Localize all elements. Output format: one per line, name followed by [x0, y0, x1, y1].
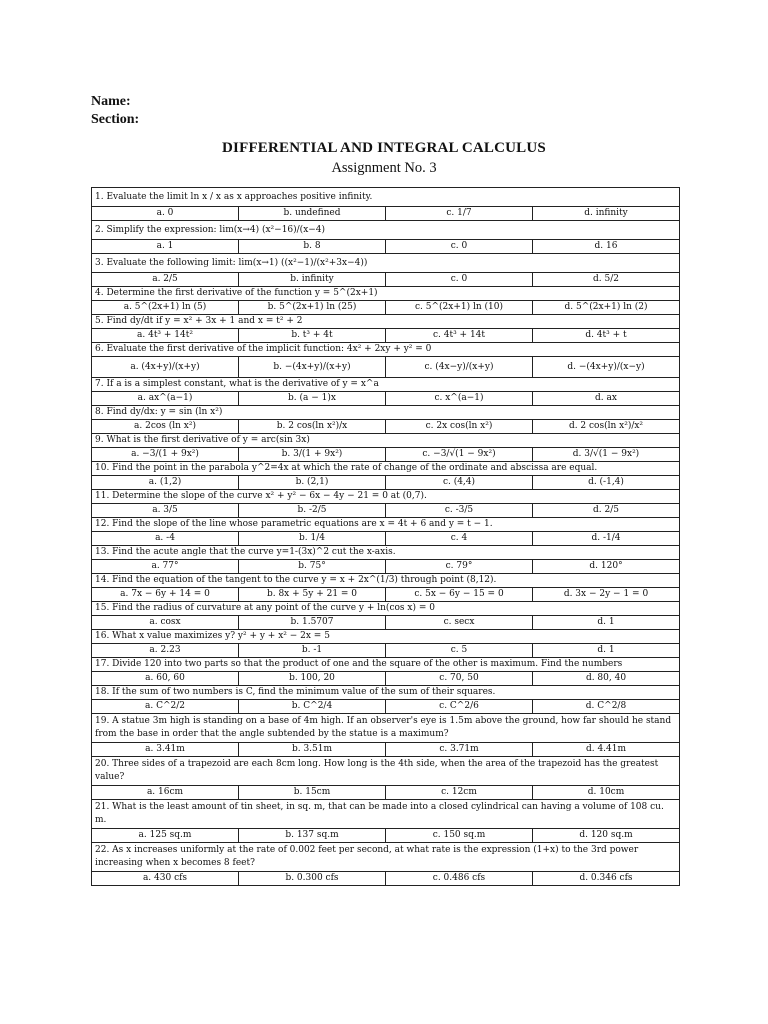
- choice-b: b. 0.300 cfs: [239, 872, 386, 886]
- question-text: 18. If the sum of two numbers is C, find the minimum value of the sum of their squares.: [92, 686, 680, 700]
- choice-b: b. 8x + 5y + 21 = 0: [239, 588, 386, 602]
- question-text: 21. What is the least amount of tin sheet, in sq. m, that can be made into a closed cylindrical can having a volume of 108 cu. m.: [92, 800, 680, 829]
- question-row: [92, 221, 680, 240]
- question-row: [92, 287, 680, 301]
- question-row: [92, 800, 680, 829]
- choice-b: b. 5^(2x+1) ln (25): [239, 301, 386, 315]
- choice-b: b. -1: [239, 644, 386, 658]
- question-row: [92, 343, 680, 357]
- choice-d: d. 3/√(1 − 9x²): [533, 448, 680, 462]
- choice-d: d. 4t³ + t: [533, 329, 680, 343]
- choice-d: d. infinity: [533, 207, 680, 221]
- choice-a: a. 1: [92, 240, 239, 254]
- choice-a: a. 2/5: [92, 273, 239, 287]
- choice-c: c. −3/√(1 − 9x²): [386, 448, 533, 462]
- question-row: [92, 254, 680, 273]
- choice-a: a. 3.41m: [92, 743, 239, 757]
- choice-d: d. 10cm: [533, 786, 680, 800]
- question-row: [92, 658, 680, 672]
- question-row: [92, 188, 680, 207]
- question-text: 13. Find the acute angle that the curve y=1-(3x)^2 cut the x-axis.: [92, 546, 680, 560]
- choice-a: a. 7x − 6y + 14 = 0: [92, 588, 239, 602]
- question-text: 15. Find the radius of curvature at any point of the curve y + ln(cos x) = 0: [92, 602, 680, 616]
- choice-a: a. 430 cfs: [92, 872, 239, 886]
- choices-row: [92, 560, 680, 574]
- choice-a: a. C^2/2: [92, 700, 239, 714]
- choices-row: [92, 786, 680, 800]
- choice-c: c. 0.486 cfs: [386, 872, 533, 886]
- choices-row: [92, 240, 680, 254]
- question-row: [92, 434, 680, 448]
- question-text: 14. Find the equation of the tangent to the curve y = x + 2x^(1/3) through point (8,12).: [92, 574, 680, 588]
- question-text: 10. Find the point in the parabola y^2=4x at which the rate of change of the ordinate and abscissa are equal.: [92, 462, 680, 476]
- choice-b: b. t³ + 4t: [239, 329, 386, 343]
- section-label: Section:: [91, 112, 140, 127]
- choices-row: [92, 207, 680, 221]
- question-text: 2. Simplify the expression: lim(x→4) (x²−16)/(x−4): [92, 221, 680, 240]
- choice-d: d. ax: [533, 392, 680, 406]
- choices-row: [92, 672, 680, 686]
- choice-d: d. 2 cos(ln x²)/x²: [533, 420, 680, 434]
- choice-c: c. 12cm: [386, 786, 533, 800]
- choice-b: b. 1/4: [239, 532, 386, 546]
- choice-a: a. 0: [92, 207, 239, 221]
- choice-b: b. 3/(1 + 9x²): [239, 448, 386, 462]
- document-title: DIFFERENTIAL AND INTEGRAL CALCULUS: [222, 140, 546, 156]
- choice-a: a. 3/5: [92, 504, 239, 518]
- choices-row: [92, 872, 680, 886]
- choice-d: d. −(4x+y)/(x−y): [533, 357, 680, 378]
- choice-c: c. 5x − 6y − 15 = 0: [386, 588, 533, 602]
- choice-b: b. -2/5: [239, 504, 386, 518]
- choice-b: b. undefined: [239, 207, 386, 221]
- choice-b: b. 137 sq.m: [239, 829, 386, 843]
- choice-c: c. (4,4): [386, 476, 533, 490]
- choice-b: b. (2,1): [239, 476, 386, 490]
- question-text: 20. Three sides of a trapezoid are each 8cm long. How long is the 4th side, when the area of the trapezoid has the greatest value?: [92, 757, 680, 786]
- choice-a: a. 77°: [92, 560, 239, 574]
- choices-row: [92, 700, 680, 714]
- choice-c: c. 0: [386, 273, 533, 287]
- choice-d: d. C^2/8: [533, 700, 680, 714]
- choice-c: c. x^(a−1): [386, 392, 533, 406]
- choices-row: [92, 420, 680, 434]
- choice-c: c. -3/5: [386, 504, 533, 518]
- question-text: 22. As x increases uniformly at the rate of 0.002 feet per second, at what rate is the expression (1+x) to the 3rd power increasing when x becomes 8 feet?: [92, 843, 680, 872]
- choice-c: c. 5: [386, 644, 533, 658]
- choice-b: b. 100, 20: [239, 672, 386, 686]
- choice-b: b. C^2/4: [239, 700, 386, 714]
- choice-c: c. 1/7: [386, 207, 533, 221]
- choice-c: c. (4x−y)/(x+y): [386, 357, 533, 378]
- choice-b: b. 8: [239, 240, 386, 254]
- choice-d: d. 2/5: [533, 504, 680, 518]
- question-row: [92, 843, 680, 872]
- choices-row: [92, 588, 680, 602]
- choice-c: c. 4: [386, 532, 533, 546]
- choice-d: d. 80, 40: [533, 672, 680, 686]
- question-row: [92, 714, 680, 743]
- choice-d: d. 16: [533, 240, 680, 254]
- choices-row: [92, 392, 680, 406]
- choices-row: [92, 644, 680, 658]
- question-text: 5. Find dy/dt if y = x² + 3x + 1 and x = t² + 2: [92, 315, 680, 329]
- question-row: [92, 602, 680, 616]
- choice-a: a. 60, 60: [92, 672, 239, 686]
- name-label: Name:: [91, 94, 131, 109]
- question-text: 11. Determine the slope of the curve x² + y² − 6x − 4y − 21 = 0 at (0,7).: [92, 490, 680, 504]
- choice-b: b. (a − 1)x: [239, 392, 386, 406]
- choice-d: d. 120 sq.m: [533, 829, 680, 843]
- choice-a: a. 2.23: [92, 644, 239, 658]
- question-row: [92, 378, 680, 392]
- choice-a: a. (1,2): [92, 476, 239, 490]
- choice-d: d. (-1,4): [533, 476, 680, 490]
- choice-a: a. (4x+y)/(x+y): [92, 357, 239, 378]
- choices-row: [92, 329, 680, 343]
- choice-b: b. 15cm: [239, 786, 386, 800]
- choice-c: c. 0: [386, 240, 533, 254]
- question-row: [92, 490, 680, 504]
- choice-d: d. 5/2: [533, 273, 680, 287]
- choice-c: c. 3.71m: [386, 743, 533, 757]
- question-row: [92, 686, 680, 700]
- choices-row: [92, 829, 680, 843]
- question-text: 7. If a is a simplest constant, what is the derivative of y = x^a: [92, 378, 680, 392]
- question-text: 17. Divide 120 into two parts so that the product of one and the square of the other is maximum. Find the numbers: [92, 658, 680, 672]
- choices-row: [92, 301, 680, 315]
- choice-c: c. 4t³ + 14t: [386, 329, 533, 343]
- choice-c: c. 150 sq.m: [386, 829, 533, 843]
- question-row: [92, 406, 680, 420]
- choice-d: d. 5^(2x+1) ln (2): [533, 301, 680, 315]
- choices-row: [92, 273, 680, 287]
- choices-row: [92, 476, 680, 490]
- question-row: [92, 546, 680, 560]
- choice-d: d. 0.346 cfs: [533, 872, 680, 886]
- choice-d: d. 1: [533, 644, 680, 658]
- question-text: 6. Evaluate the first derivative of the implicit function: 4x² + 2xy + y² = 0: [92, 343, 680, 357]
- choice-a: a. ax^(a−1): [92, 392, 239, 406]
- choice-c: c. secx: [386, 616, 533, 630]
- choice-b: b. infinity: [239, 273, 386, 287]
- choice-a: a. 16cm: [92, 786, 239, 800]
- question-row: [92, 518, 680, 532]
- choice-b: b. 2 cos(ln x²)/x: [239, 420, 386, 434]
- question-text: 9. What is the first derivative of y = arc(sin 3x): [92, 434, 680, 448]
- choices-row: [92, 504, 680, 518]
- question-text: 12. Find the slope of the line whose parametric equations are x = 4t + 6 and y = t − 1.: [92, 518, 680, 532]
- choice-c: c. 5^(2x+1) ln (10): [386, 301, 533, 315]
- question-table: [91, 187, 680, 886]
- document-subtitle: Assignment No. 3: [331, 160, 437, 176]
- choice-a: a. 2cos (ln x²): [92, 420, 239, 434]
- choice-a: a. 125 sq.m: [92, 829, 239, 843]
- choice-c: c. 70, 50: [386, 672, 533, 686]
- question-row: [92, 757, 680, 786]
- question-row: [92, 630, 680, 644]
- choice-c: c. 79°: [386, 560, 533, 574]
- question-row: [92, 462, 680, 476]
- choices-row: [92, 616, 680, 630]
- question-text: 1. Evaluate the limit ln x / x as x approaches positive infinity.: [92, 188, 680, 207]
- question-text: 3. Evaluate the following limit: lim(x→1) ((x²−1)/(x²+3x−4)): [92, 254, 680, 273]
- choice-d: d. 4.41m: [533, 743, 680, 757]
- choice-d: d. 3x − 2y − 1 = 0: [533, 588, 680, 602]
- choice-b: b. −(4x+y)/(x+y): [239, 357, 386, 378]
- question-text: 16. What x value maximizes y? y² + y + x² − 2x = 5: [92, 630, 680, 644]
- choice-b: b. 1.5707: [239, 616, 386, 630]
- choice-c: c. C^2/6: [386, 700, 533, 714]
- choice-b: b. 3.51m: [239, 743, 386, 757]
- choice-d: d. 1: [533, 616, 680, 630]
- question-row: [92, 315, 680, 329]
- question-text: 4. Determine the first derivative of the function y = 5^(2x+1): [92, 287, 680, 301]
- question-text: 8. Find dy/dx: y = sin (ln x²): [92, 406, 680, 420]
- choice-a: a. 4t³ + 14t²: [92, 329, 239, 343]
- choices-row: [92, 448, 680, 462]
- choice-a: a. 5^(2x+1) ln (5): [92, 301, 239, 315]
- choices-row: [92, 743, 680, 757]
- choice-a: a. −3/(1 + 9x²): [92, 448, 239, 462]
- choice-d: d. -1/4: [533, 532, 680, 546]
- choice-a: a. -4: [92, 532, 239, 546]
- choices-row: [92, 357, 680, 378]
- question-row: [92, 574, 680, 588]
- choice-c: c. 2x cos(ln x²): [386, 420, 533, 434]
- choice-a: a. cosx: [92, 616, 239, 630]
- question-text: 19. A statue 3m high is standing on a base of 4m high. If an observer's eye is 1.5m above the ground, how far should he stand from the base in order that the angle subtended by the statue is a maximum?: [92, 714, 680, 743]
- choices-row: [92, 532, 680, 546]
- choice-d: d. 120°: [533, 560, 680, 574]
- choice-b: b. 75°: [239, 560, 386, 574]
